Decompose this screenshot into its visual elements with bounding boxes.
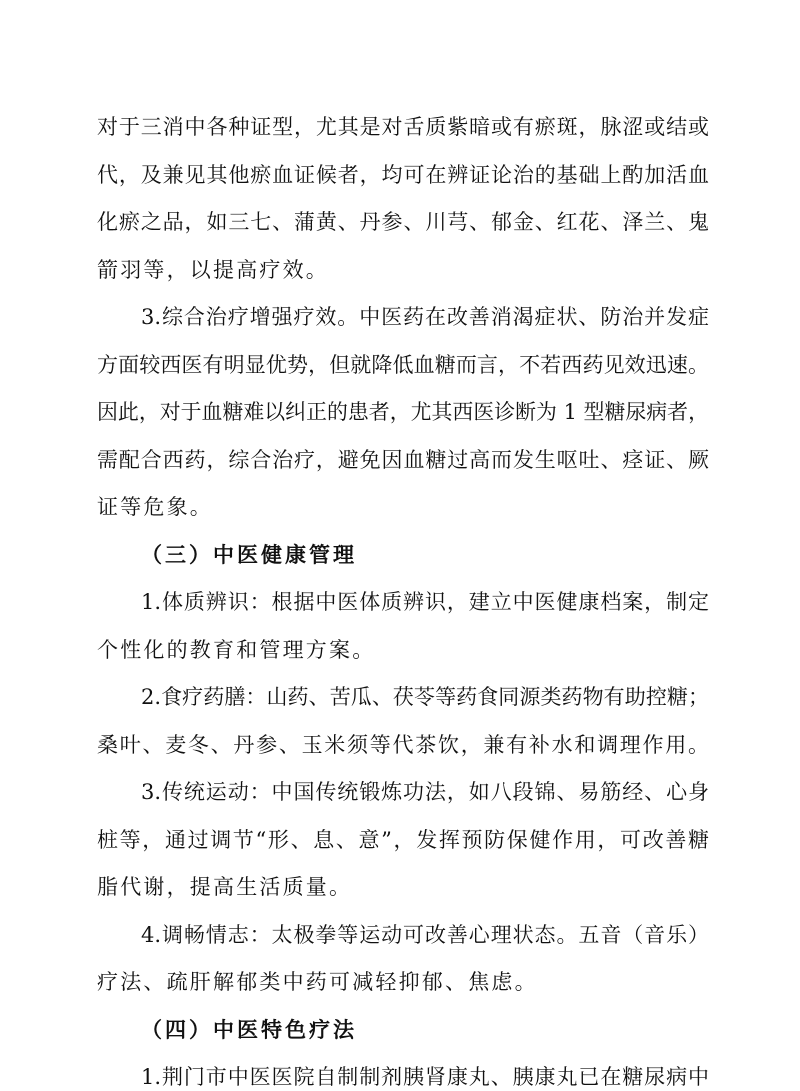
body-text-line: 箭羽等，以提高疗效。 <box>97 258 329 282</box>
body-text-line: 证等危象。 <box>97 495 213 519</box>
body-text-line: 需配合西药，综合治疗，避免因血糖过高而发生呕吐、痉证、厥 <box>97 448 709 472</box>
body-text-line: 3.传统运动：中国传统锻炼功法，如八段锦、易筋经、心身 <box>141 780 709 804</box>
body-text-line: 2.食疗药膳：山药、苦瓜、茯苓等药食同源类药物有助控糖； <box>141 685 709 709</box>
body-text-line: 代，及兼见其他瘀血证候者，均可在辨证论治的基础上酌加活血 <box>97 163 709 187</box>
body-text-line: 脂代谢，提高生活质量。 <box>97 875 353 899</box>
body-text-line: 因此，对于血糖难以纠正的患者，尤其西医诊断为 1 型糖尿病者， <box>97 400 709 424</box>
section-heading: （三）中医健康管理 <box>141 542 357 567</box>
body-text-line: 3.综合治疗增强疗效。中医药在改善消渴症状、防治并发症 <box>141 305 709 329</box>
body-text-line: 桩等，通过调节“形、息、意”，发挥预防保健作用，可改善糖 <box>97 828 709 852</box>
body-text-line: 化瘀之品，如三七、蒲黄、丹参、川芎、郁金、红花、泽兰、鬼 <box>97 210 709 234</box>
body-text-line: 1.荆门市中医医院自制制剂胰肾康丸、胰康丸已在糖尿病中 <box>141 1065 709 1089</box>
body-text-line: 对于三消中各种证型，尤其是对舌质紫暗或有瘀斑，脉涩或结或 <box>97 115 709 139</box>
section-heading: （四）中医特色疗法 <box>141 1017 357 1042</box>
body-text-line: 1.体质辨识：根据中医体质辨识，建立中医健康档案，制定 <box>141 590 709 614</box>
body-text-line: 桑叶、麦冬、丹参、玉米须等代茶饮，兼有补水和调理作用。 <box>97 733 709 757</box>
body-text-line: 4.调畅情志：太极拳等运动可改善心理状态。五音（音乐） <box>141 923 709 947</box>
body-text-line: 个性化的教育和管理方案。 <box>97 638 376 662</box>
body-text-line: 方面较西医有明显优势，但就降低血糖而言，不若西药见效迅速。 <box>97 353 709 377</box>
body-text-line: 疗法、疏肝解郁类中药可减轻抑郁、焦虑。 <box>97 970 538 994</box>
